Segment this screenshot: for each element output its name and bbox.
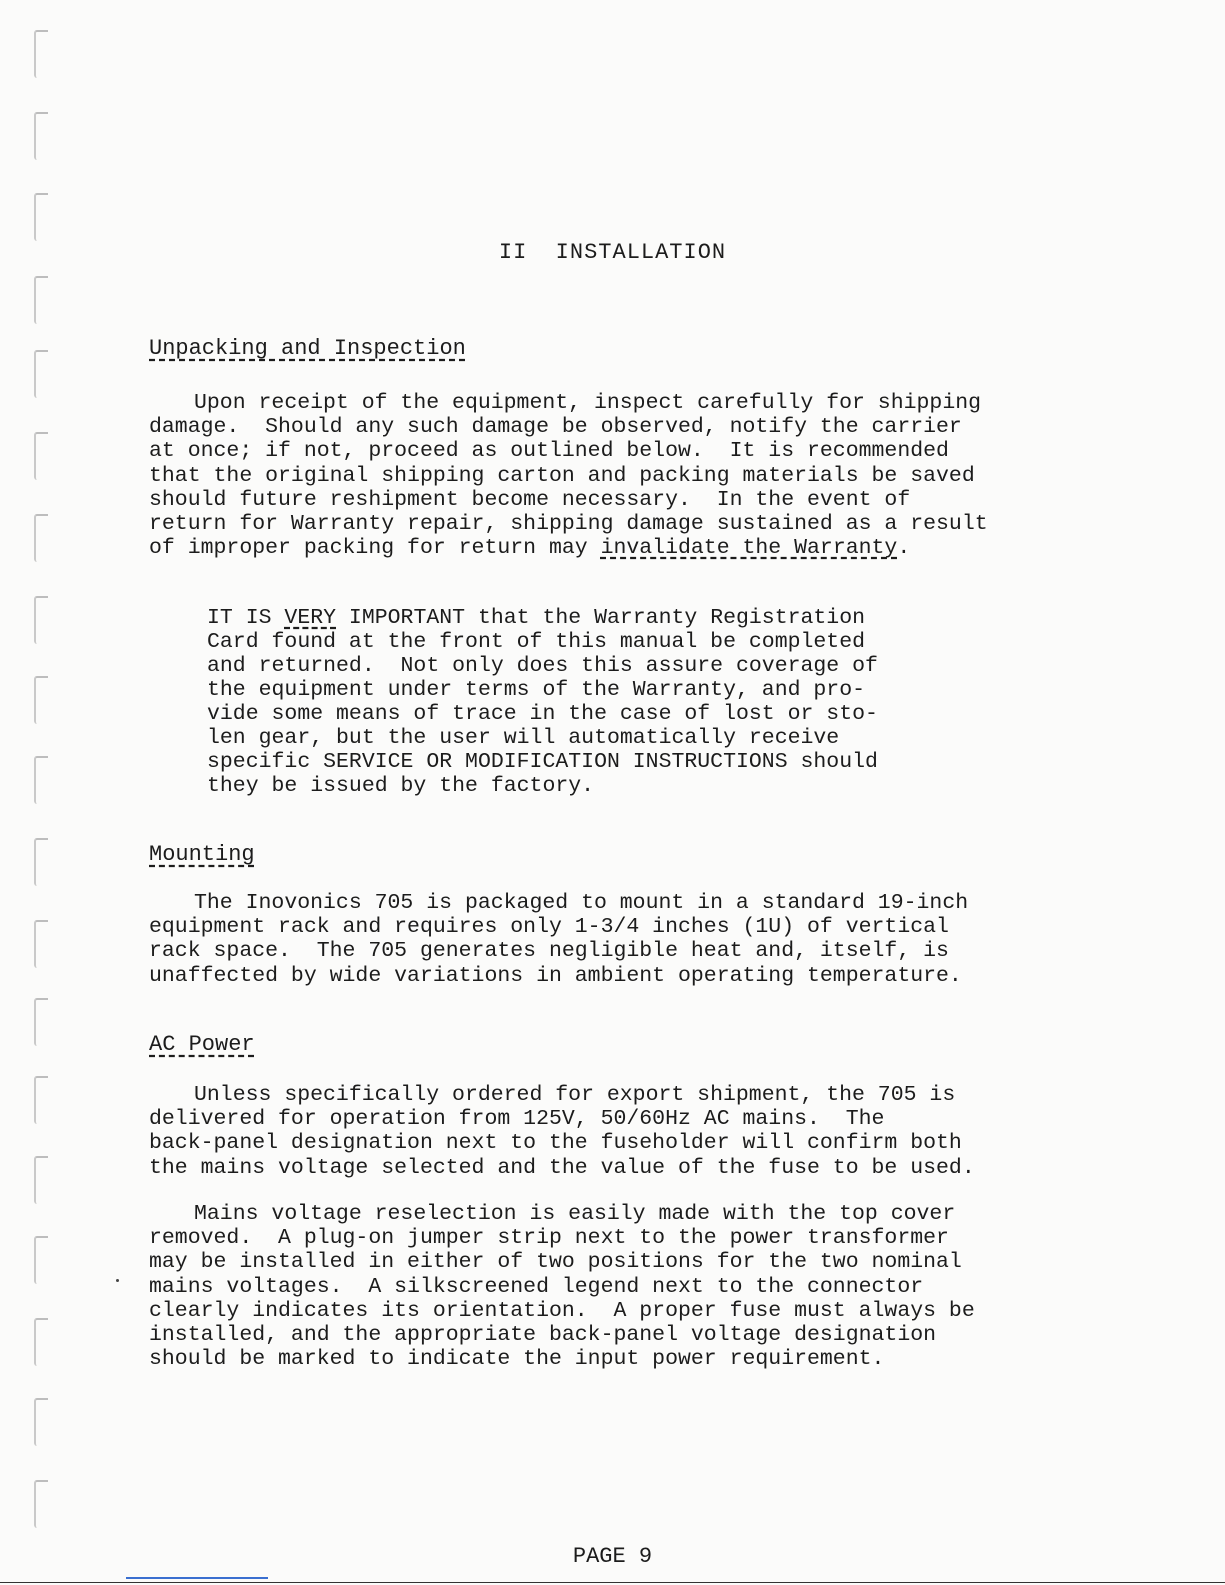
text-segment: IT IS [207,606,285,630]
text-line: rack space. The 705 generates negligible heat and, itself, is [149,939,949,964]
unpacking-paragraph [149,391,1109,560]
section-title: II INSTALLATION [498,240,727,265]
text-line: return for Warranty repair, shipping damage sustained as a result [149,512,988,537]
binding-hole [34,30,48,78]
binding-hole [34,838,48,886]
binding-hole [34,112,48,160]
text-line: they be issued by the factory. [207,774,595,798]
text-line: should be marked to indicate the input power requirement. [149,1347,885,1372]
text-line: Card found at the front of this manual be completed [207,630,866,654]
binding-hole [34,920,48,968]
text-line: specific SERVICE OR MODIFICATION INSTRUCTIONS should [207,750,878,774]
binding-hole [34,1236,48,1284]
unpacking-heading: Unpacking and Inspection [149,336,466,361]
bottom-link-bar[interactable] [126,1577,268,1579]
text-line: Upon receipt of the equipment, inspect carefully for shipping [194,391,982,415]
text-line: Unless specifically ordered for export shipment, the 705 is [194,1083,956,1107]
binding-hole [34,193,48,241]
text-line: the equipment under terms of the Warranty, and pro- [207,678,866,702]
text-line: Mains voltage reselection is easily made with the top cover [194,1202,956,1226]
text-line: vide some means of trace in the case of lost or sto- [207,702,878,726]
text-line: damage. Should any such damage be observed, notify the carrier [149,415,962,440]
ac-power-paragraph-1 [149,1083,1109,1180]
text-segment: of improper packing for return may [149,536,601,561]
binding-hole [34,1398,48,1446]
bottom-rule [0,1582,1225,1583]
binding-hole [34,514,48,562]
binding-hole [34,432,48,480]
text-segment: . [897,536,911,561]
text-line: equipment rack and requires only 1-3/4 inches (1U) of vertical [149,915,949,940]
page-number: PAGE 9 [572,1544,653,1569]
binding-hole [34,1318,48,1366]
text-line: should future reshipment become necessary. In the event of [149,487,911,512]
scan-speck [116,1279,119,1282]
text-line [207,606,987,630]
text-line: removed. A plug-on jumper strip next to the power transformer [149,1226,949,1251]
mounting-paragraph [149,891,1109,988]
ac-power-paragraph-2 [149,1202,1109,1371]
text-line: delivered for operation from 125V, 50/60Hz AC mains. The [149,1107,885,1132]
binding-hole [34,350,48,398]
text-line: mains voltages. A silkscreened legend next to the connector [149,1274,924,1299]
very-emphasis: VERY [284,606,337,630]
text-line [149,536,1109,560]
text-line: and returned. Not only does this assure coverage of [207,654,878,678]
text-line: at once; if not, proceed as outlined below. It is recommended [149,439,949,464]
mounting-heading: Mounting [149,842,255,867]
binding-hole [34,1156,48,1204]
text-line: unaffected by wide variations in ambient operating temperature. [149,963,962,988]
binding-hole [34,998,48,1046]
warranty-emphasis: invalidate the Warranty [600,536,898,561]
warranty-notice [207,606,987,798]
binding-hole [34,276,48,324]
text-line: the mains voltage selected and the value of the fuse to be used. [149,1155,975,1180]
text-line: clearly indicates its orientation. A proper fuse must always be [149,1298,975,1323]
text-line: len gear, but the user will automatically receive [207,726,840,750]
text-line: installed, and the appropriate back-panel voltage designation [149,1323,937,1348]
binding-hole [34,676,48,724]
text-segment: IMPORTANT that the Warranty Registration [336,606,866,630]
text-line: back-panel designation next to the fuseholder will confirm both [149,1131,962,1156]
binding-hole-marks [0,0,60,1585]
text-line: that the original shipping carton and packing materials be saved [149,463,975,488]
binding-hole [34,1076,48,1124]
text-line: may be installed in either of two positions for the two nominal [149,1250,962,1275]
ac-power-heading: AC Power [149,1032,255,1057]
binding-hole [34,1480,48,1528]
binding-hole [34,596,48,644]
binding-hole [34,756,48,804]
text-line: The Inovonics 705 is packaged to mount in a standard 19-inch [194,891,969,915]
